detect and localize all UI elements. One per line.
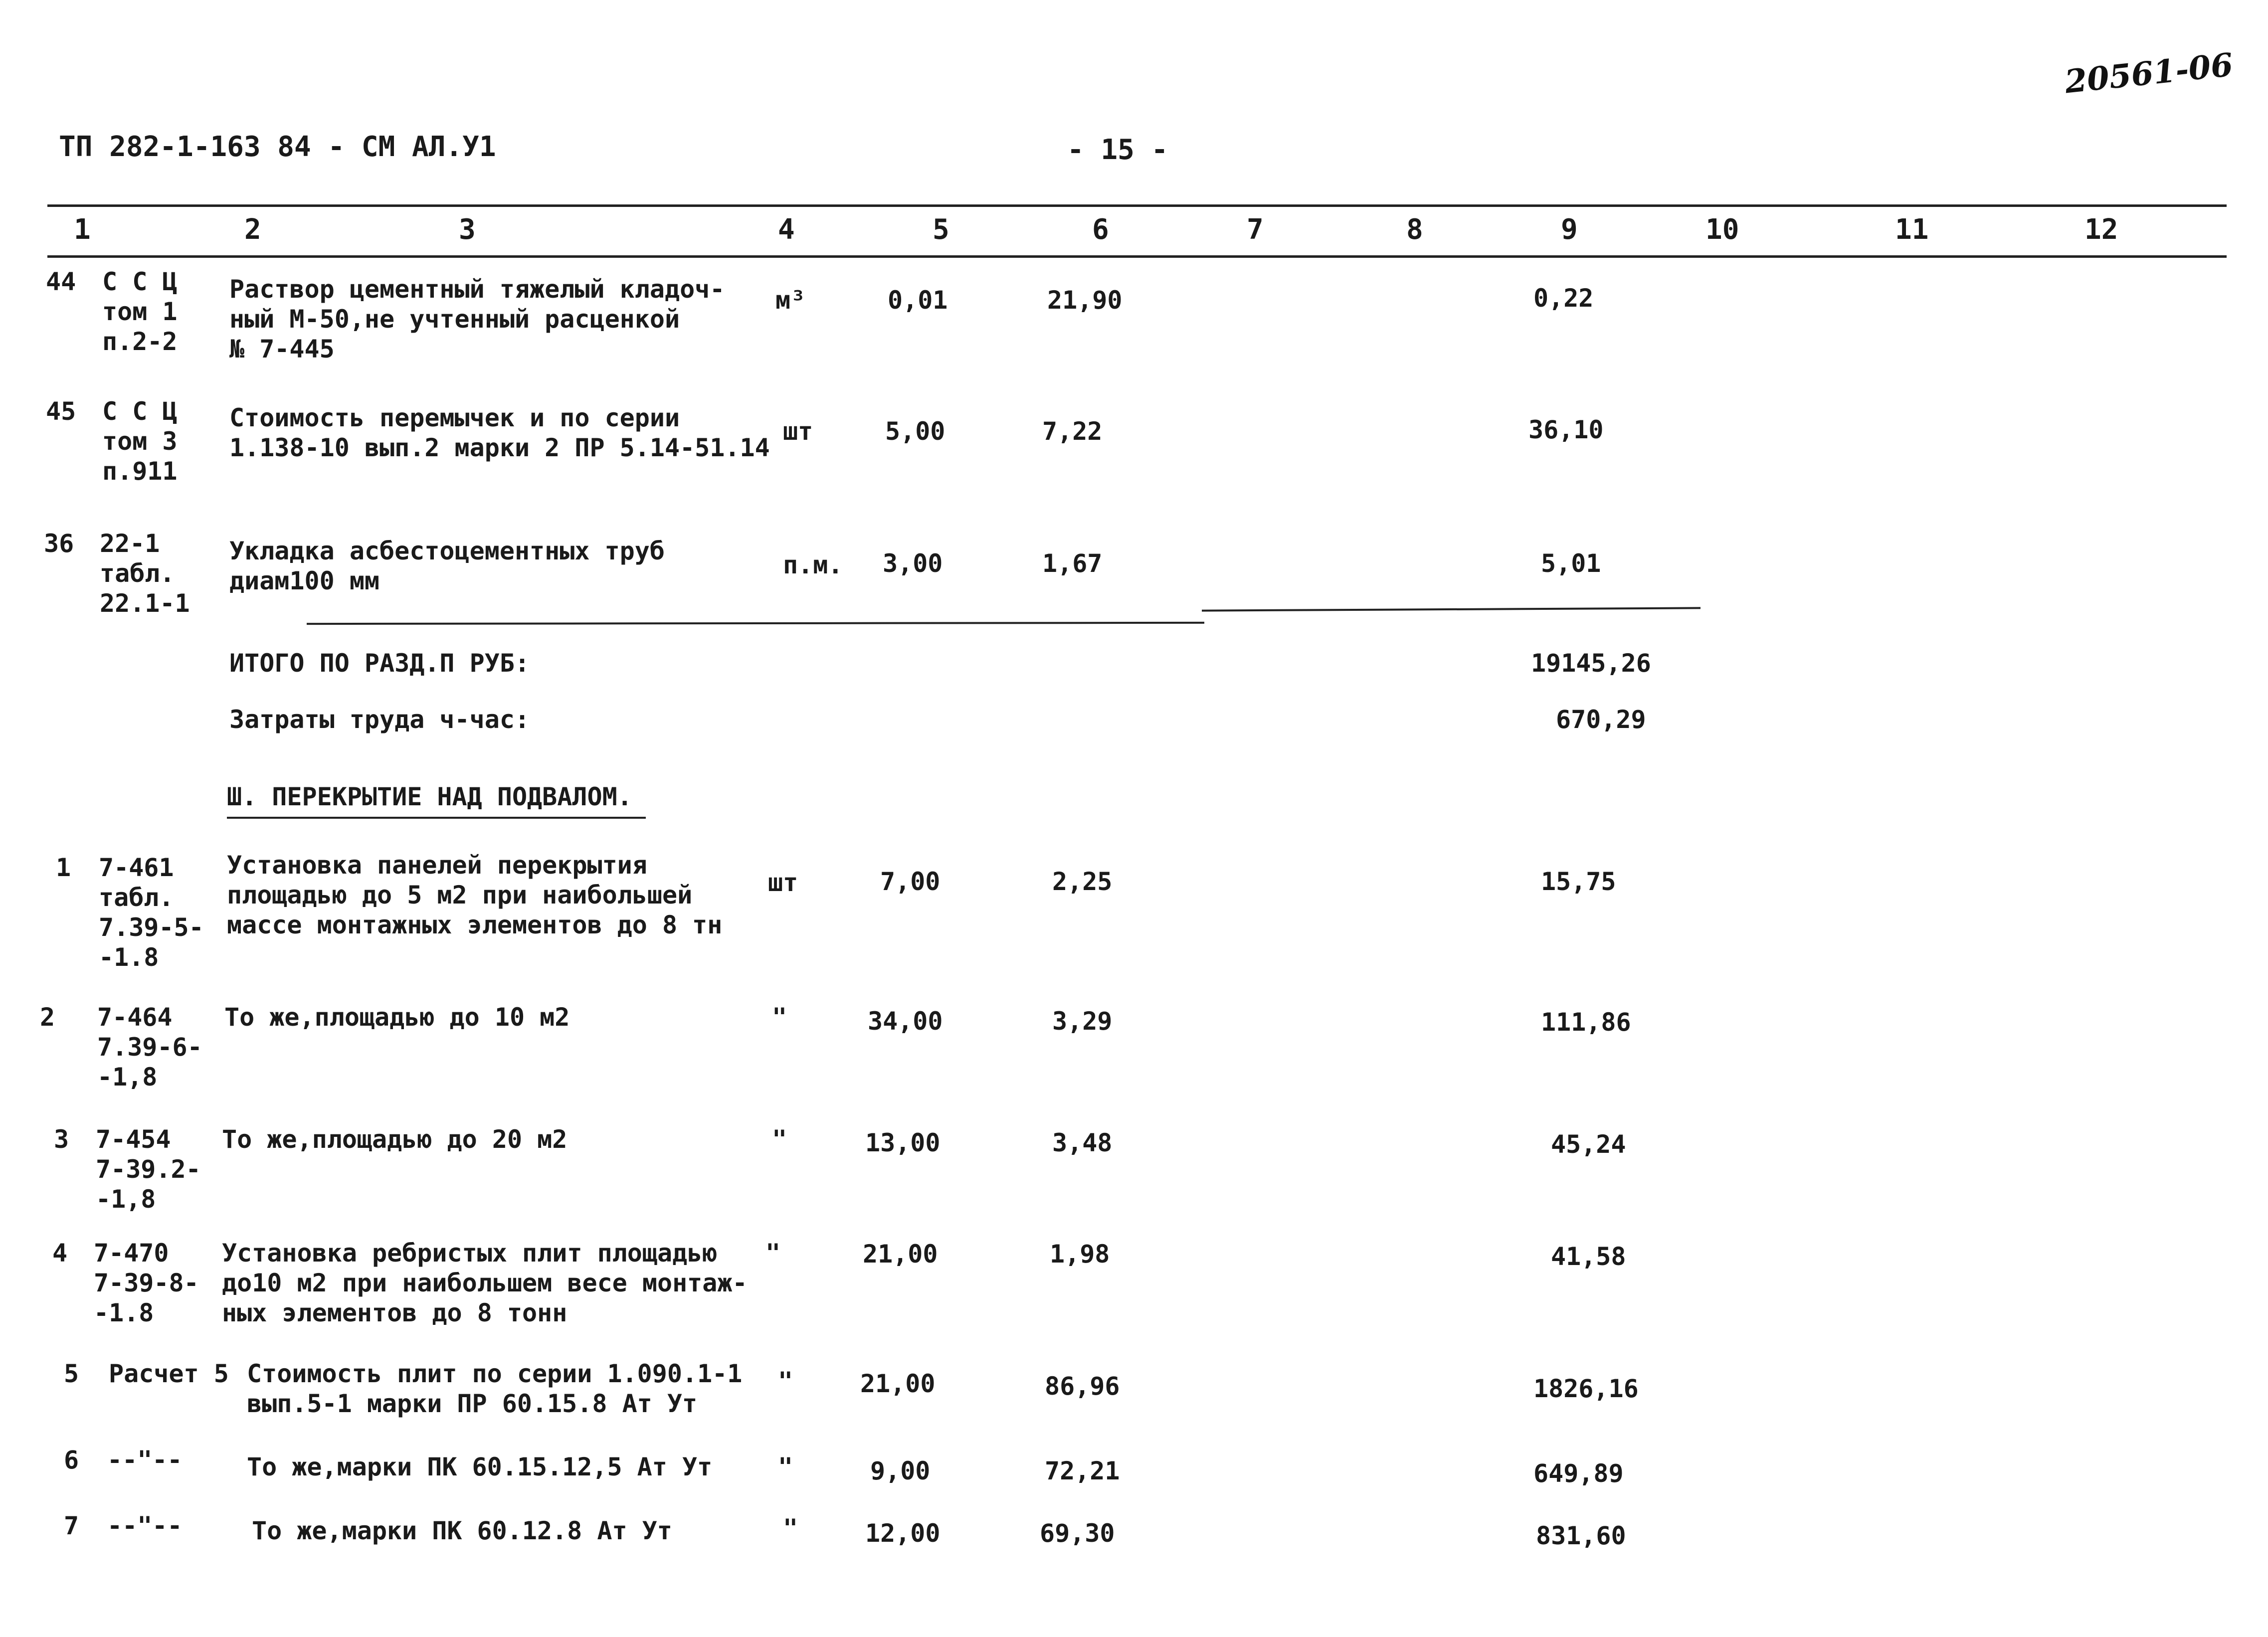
row-description: Установка ребристых плит площадью до10 м2 при наибольшем весе монтаж- ных элементов до 8 тонн <box>222 1239 748 1327</box>
page-number: - 15 - <box>1067 134 1168 166</box>
row-quantity: 0,01 <box>888 286 948 315</box>
row-quantity: 3,00 <box>883 549 943 578</box>
table-header-rule <box>47 255 2227 258</box>
row-total: 649,89 <box>1533 1459 1624 1488</box>
row-price: 86,96 <box>1045 1372 1120 1401</box>
row-price: 72,21 <box>1045 1456 1120 1485</box>
row-quantity: 21,00 <box>863 1240 938 1269</box>
column-header: 9 <box>1561 213 1578 246</box>
subtotal-rule <box>307 622 1204 625</box>
row-code: 7-464 7.39-6- -1,8 <box>97 1003 202 1091</box>
row-number: 5 <box>64 1359 79 1388</box>
row-code: С С Ц том 3 п.911 <box>102 397 178 486</box>
row-total: 45,24 <box>1551 1130 1626 1159</box>
column-header: 8 <box>1406 213 1423 246</box>
row-number: 44 <box>46 267 76 296</box>
row-quantity: 12,00 <box>865 1519 941 1548</box>
row-price: 3,48 <box>1052 1128 1113 1157</box>
row-unit: м³ <box>775 286 806 315</box>
row-unit: " <box>772 1125 787 1154</box>
row-unit: " <box>778 1453 793 1481</box>
column-header: 10 <box>1705 213 1739 246</box>
row-description: То же,площадью до 20 м2 <box>222 1125 567 1154</box>
row-price: 2,25 <box>1052 867 1113 896</box>
summary-label: Затраты труда ч-час: <box>229 705 530 734</box>
row-price: 7,22 <box>1042 417 1103 446</box>
column-header: 12 <box>2084 213 2118 246</box>
table-top-rule <box>47 204 2227 207</box>
row-number: 7 <box>64 1511 79 1540</box>
column-header: 1 <box>74 213 91 246</box>
row-description: Раствор цементный тяжелый кладоч- ный М-50,не учтенный расценкой № 7-445 <box>229 275 725 364</box>
row-unit: шт <box>768 868 798 897</box>
row-total: 831,60 <box>1536 1521 1626 1550</box>
row-code: 7-454 7-39.2- -1,8 <box>96 1125 201 1214</box>
row-price: 1,98 <box>1050 1240 1110 1269</box>
row-total: 41,58 <box>1551 1242 1626 1271</box>
row-code: Расчет 5 <box>109 1359 229 1388</box>
row-number: 45 <box>46 397 76 426</box>
section-title-underline <box>227 817 646 819</box>
document-code: ТП 282-1-163 84 - СМ АЛ.У1 <box>59 131 496 163</box>
row-quantity: 7,00 <box>880 867 941 896</box>
column-header: 11 <box>1895 213 1929 246</box>
row-total: 0,22 <box>1533 284 1594 313</box>
row-code: 22-1 табл. 22.1-1 <box>100 529 190 618</box>
row-quantity: 21,00 <box>860 1369 936 1398</box>
row-description: То же,марки ПК 60.12.8 Ат Ут <box>252 1516 672 1545</box>
section-title: Ш. ПЕРЕКРЫТИЕ НАД ПОДВАЛОМ. <box>227 782 632 811</box>
summary-label: ИТОГО ПО РАЗД.П РУБ: <box>229 649 530 678</box>
row-code: С С Ц том 1 п.2-2 <box>102 267 178 356</box>
document-stamp: 20561-06 <box>2063 46 2235 101</box>
row-number: 1 <box>56 853 71 882</box>
row-total: 1826,16 <box>1533 1374 1639 1403</box>
row-price: 69,30 <box>1040 1519 1115 1548</box>
column-header: 7 <box>1247 213 1264 246</box>
column-header: 2 <box>244 213 261 246</box>
column-header: 3 <box>459 213 476 246</box>
row-total: 36,10 <box>1528 415 1604 444</box>
subtotal-rule-right <box>1202 607 1701 611</box>
row-unit: " <box>772 1003 787 1032</box>
summary-value: 19145,26 <box>1531 649 1651 678</box>
row-code: 7-461 табл. 7.39-5- -1.8 <box>99 853 204 972</box>
row-number: 2 <box>40 1003 55 1032</box>
row-unit: п.м. <box>783 550 843 579</box>
row-description: То же,площадью до 10 м2 <box>224 1003 570 1032</box>
row-code: 7-470 7-39-8- -1.8 <box>94 1239 199 1327</box>
row-number: 36 <box>44 529 74 558</box>
row-number: 6 <box>64 1446 79 1474</box>
column-header: 5 <box>933 213 949 246</box>
row-unit: " <box>783 1514 798 1543</box>
row-description: Стоимость плит по серии 1.090.1-1 вып.5-1 марки ПР 60.15.8 Ат Ут <box>247 1359 743 1418</box>
row-total: 15,75 <box>1541 867 1616 896</box>
row-code: --"-- <box>107 1446 183 1474</box>
summary-value: 670,29 <box>1556 705 1646 734</box>
row-unit: шт <box>783 417 813 446</box>
row-number: 3 <box>54 1125 69 1154</box>
column-header: 6 <box>1092 213 1109 246</box>
row-unit: " <box>778 1367 793 1396</box>
row-price: 21,90 <box>1047 286 1123 315</box>
row-quantity: 5,00 <box>885 417 945 446</box>
row-description: Укладка асбестоцементных труб диам100 мм <box>229 537 665 595</box>
row-quantity: 13,00 <box>865 1128 941 1157</box>
row-description: Стоимость перемычек и по серии 1.138-10 вып.2 марки 2 ПР 5.14-51.14 <box>229 403 770 462</box>
column-header: 4 <box>778 213 795 246</box>
row-code: --"-- <box>107 1511 183 1540</box>
row-quantity: 9,00 <box>870 1456 931 1485</box>
row-price: 1,67 <box>1042 549 1103 578</box>
row-number: 4 <box>52 1239 68 1268</box>
row-total: 111,86 <box>1541 1008 1631 1037</box>
row-description: Установка панелей перекрытия площадью до 5 м2 при наибольшей массе монтажных элементов до 8 тн <box>227 851 723 939</box>
row-quantity: 34,00 <box>868 1007 943 1036</box>
row-description: То же,марки ПК 60.15.12,5 Ат Ут <box>247 1453 713 1481</box>
row-price: 3,29 <box>1052 1007 1113 1036</box>
row-unit: " <box>765 1239 781 1268</box>
row-total: 5,01 <box>1541 549 1601 578</box>
